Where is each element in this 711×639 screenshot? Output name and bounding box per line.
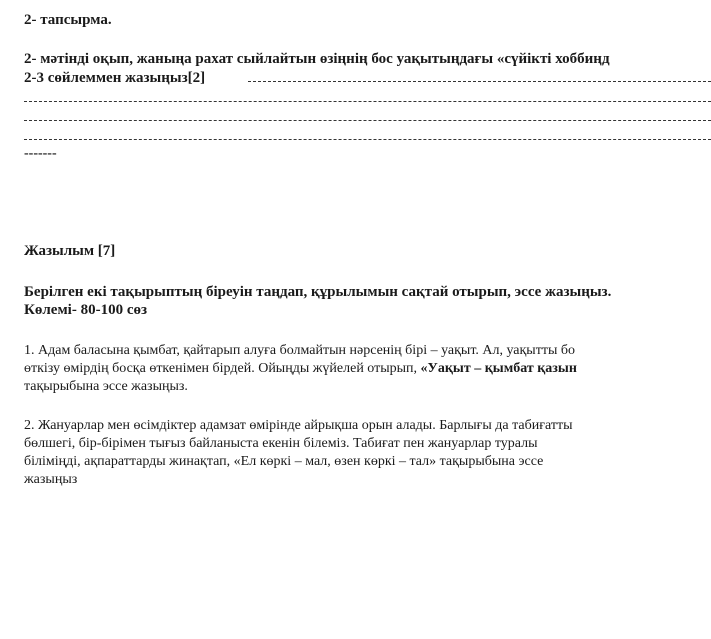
answer-line-3: [24, 120, 711, 121]
topic1-line1: 1. Адам баласына қымбат, қайтарып алуға болмайтын нәрсенің бірі – уақыт. Ал, уақытты бо: [24, 343, 575, 358]
answer-line-2: [24, 101, 711, 102]
answer-line-end: -------: [24, 146, 57, 161]
topic1-line2: [24, 361, 577, 377]
topic2-line4: жазыңыз: [24, 472, 78, 487]
topic1-line3: тақырыбына эссе жазыңыз.: [24, 379, 188, 394]
writing-instruction-line2: Көлемі- 80-100 сөз: [24, 302, 148, 318]
answer-line-1: [248, 81, 711, 82]
topic1-title: «Уақыт – қымбат қазын: [420, 361, 577, 376]
topic2-line3: біліміңді, ақпараттарды жинақтап, «Ел көркі – мал, өзен көркі – тал» тақырыбына эссе: [24, 454, 544, 469]
task2-instruction-line2: 2-3 сөйлеммен жазыңыз[2]: [24, 70, 206, 86]
task2-instruction-line1: 2- мәтінді оқып, жаныңа рахат сыйлайтын өзіңнің бос уақытыңдағы «сүйікті хоббиңд: [24, 51, 610, 67]
writing-heading: Жазылым [7]: [24, 243, 116, 259]
writing-instruction-line1: Берілген екі тақырыптың біреуін таңдап, құрылымын сақтай отырып, эссе жазыңыз.: [24, 284, 612, 300]
topic2-line2: бөлшегі, бір-бірімен тығыз байланыста екенін білеміз. Табиғат пен жануарлар туралы: [24, 436, 538, 451]
answer-line-4: [24, 139, 711, 140]
topic2-line1: 2. Жануарлар мен өсімдіктер адамзат өмірінде айрықша орын алады. Барлығы да табиғатты: [24, 418, 573, 433]
topic1-line2-text: өткізу өмірдің босқа өткенімен бірдей. Ойыңды жүйелей отырып,: [24, 361, 421, 376]
task2-heading: 2- тапсырма.: [24, 12, 112, 28]
